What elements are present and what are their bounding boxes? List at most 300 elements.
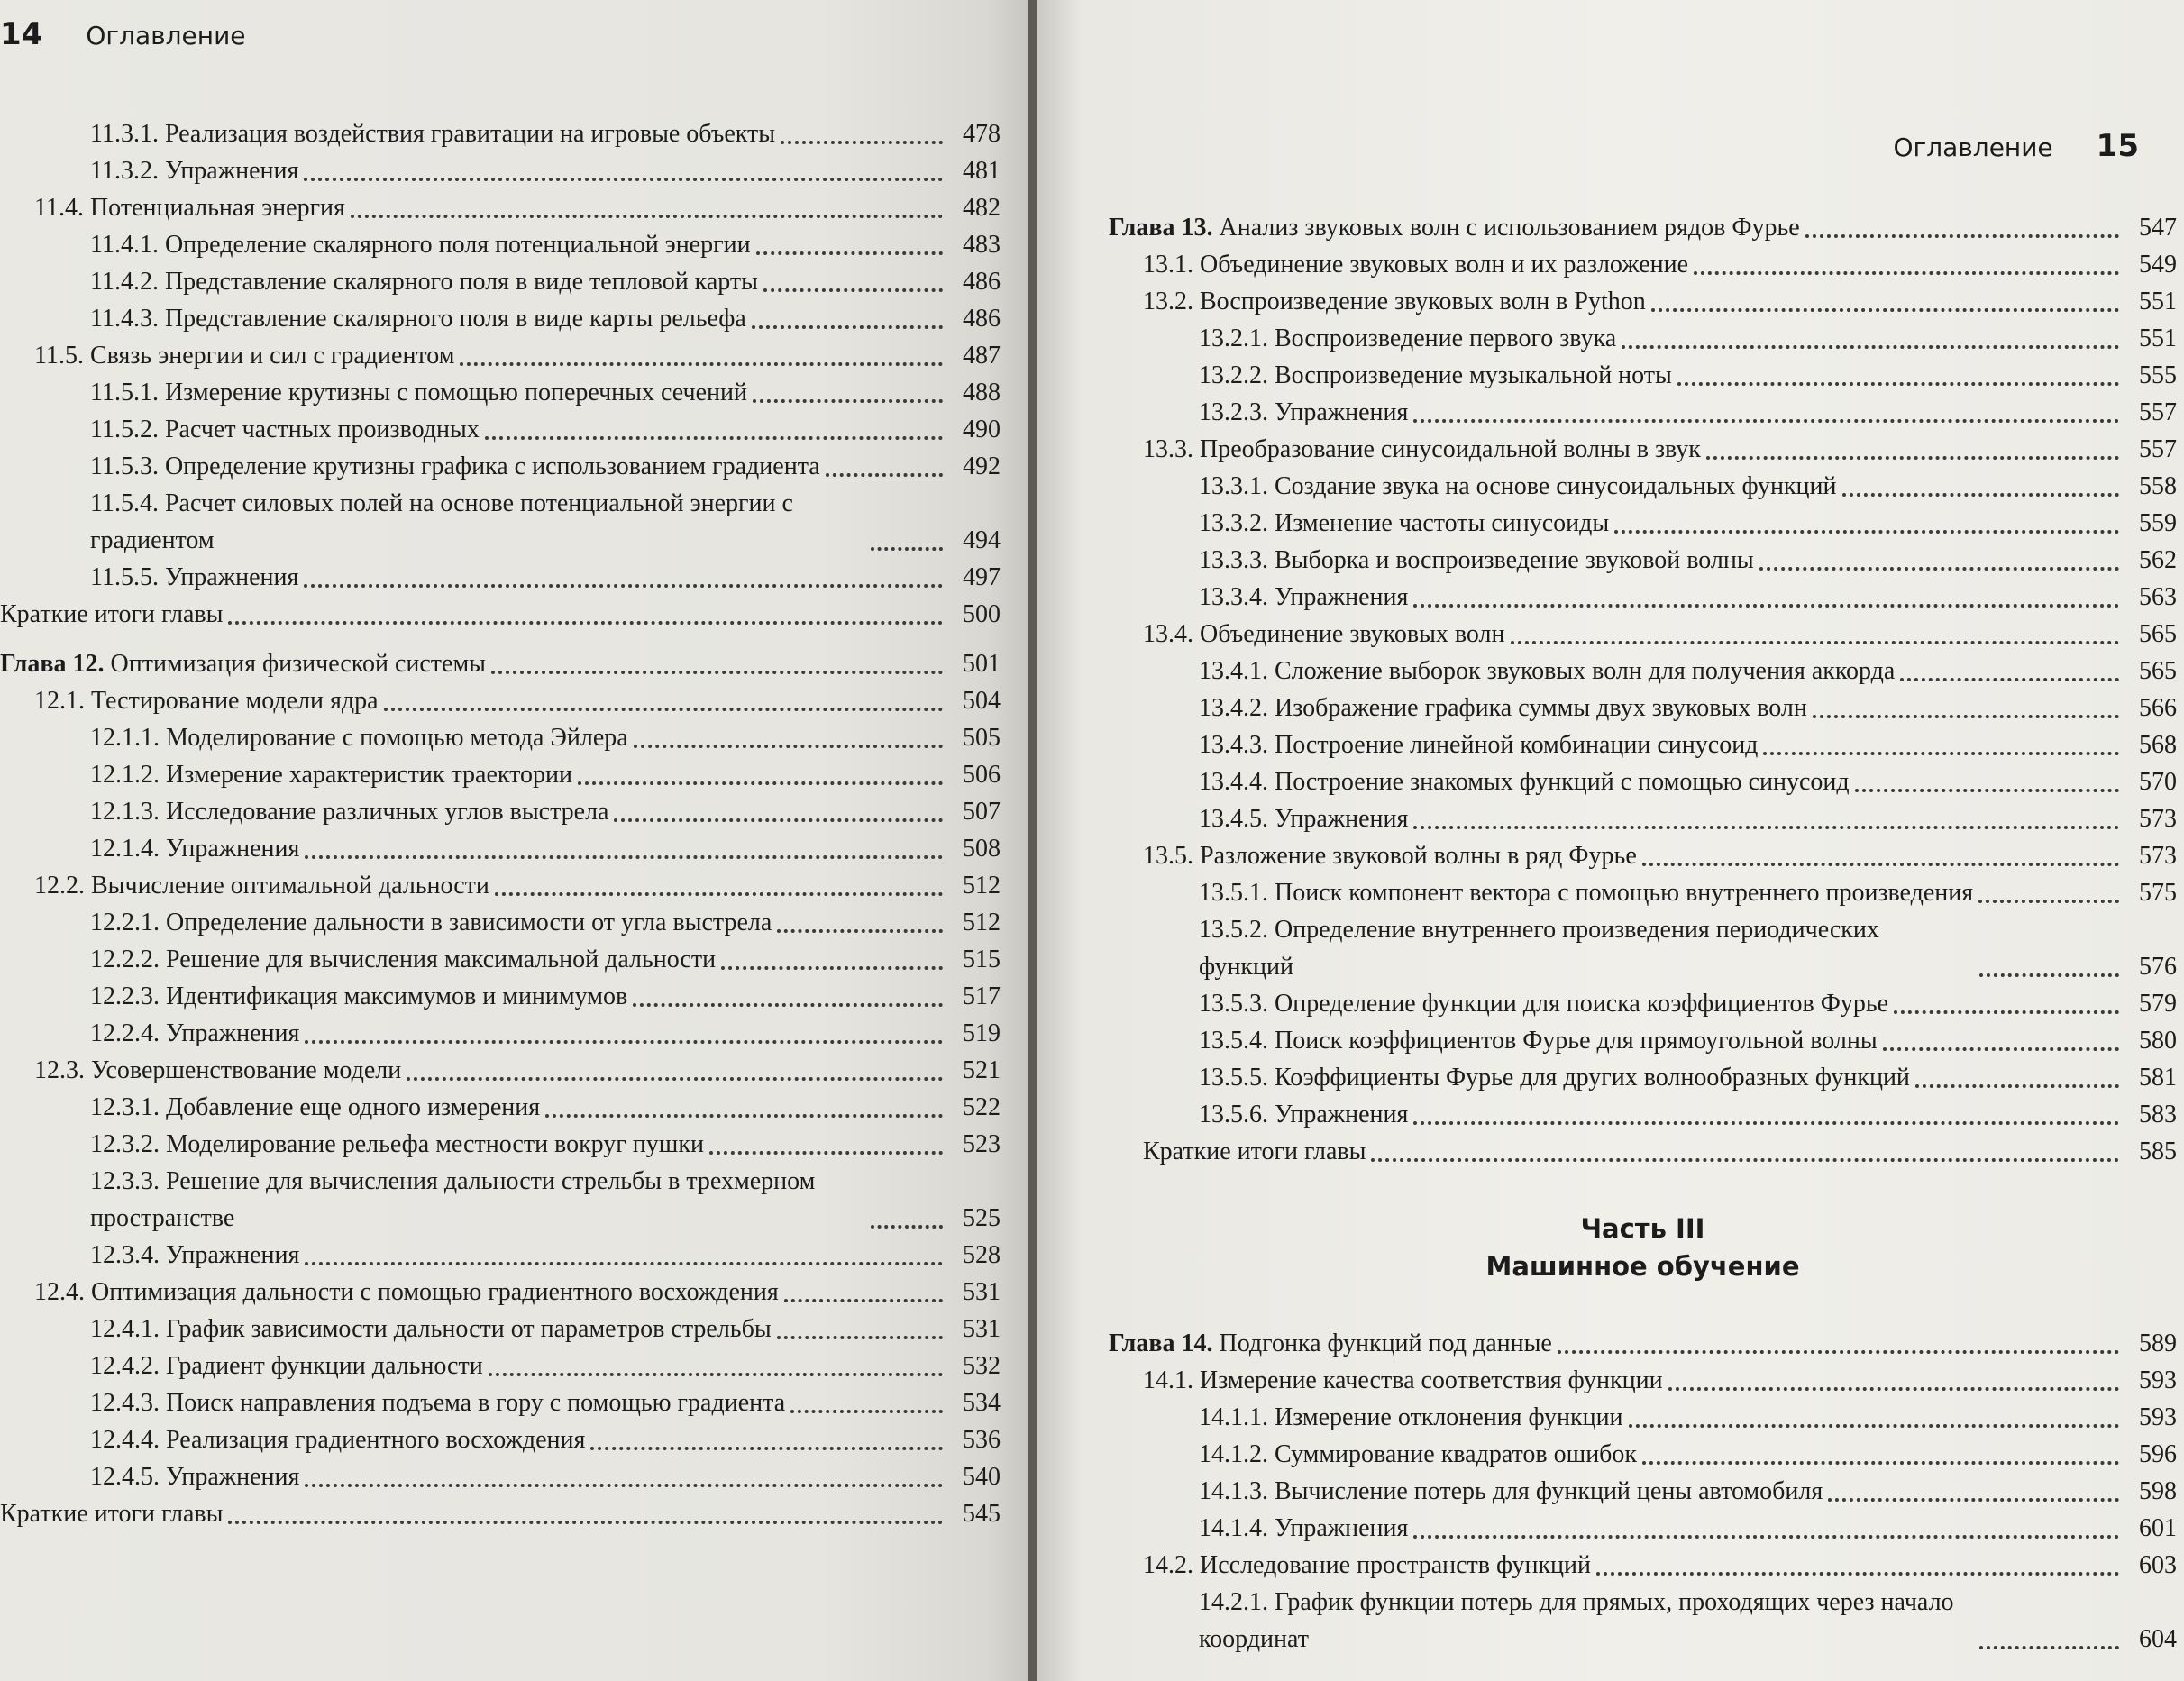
page-ref: 531 — [963, 1315, 1001, 1343]
page-ref: 562 — [2139, 546, 2177, 574]
page-ref: 525 — [963, 1204, 1001, 1232]
page-ref: 492 — [963, 452, 1001, 480]
page-ref: 517 — [963, 982, 1001, 1010]
leader-dots — [614, 818, 943, 822]
entry-title: 12.1.2. Измерение характеристик траектории — [90, 761, 572, 789]
toc-entry — [0, 1384, 1001, 1421]
page-ref: 601 — [2139, 1514, 2177, 1542]
page-ref: 551 — [2139, 288, 2177, 315]
toc-entry-text — [34, 1274, 779, 1311]
toc-entry — [0, 596, 1001, 633]
page-ref: 528 — [963, 1241, 1001, 1269]
page-ref: 515 — [963, 946, 1001, 973]
page-ref: 566 — [2139, 694, 2177, 722]
toc-entry-text — [90, 448, 820, 485]
page-ref: 504 — [963, 687, 1001, 715]
leader-dots — [407, 1077, 943, 1081]
toc-entry-text — [1199, 1059, 1910, 1096]
toc-entry — [1109, 653, 2177, 690]
entry-title: 14.2. Исследование пространств функций — [1143, 1551, 1591, 1579]
toc-entry — [0, 374, 1001, 411]
toc-entry-text — [1199, 653, 1895, 690]
toc-entry-text — [90, 411, 480, 448]
entry-title: 14.1.1. Измерение отклонения функции — [1199, 1403, 1623, 1431]
toc-entry-text — [1109, 209, 1800, 246]
leader-dots — [304, 178, 943, 181]
leader-dots — [1855, 789, 2119, 792]
page-number: 15 — [2096, 128, 2139, 164]
page-ref: 573 — [2139, 805, 2177, 833]
page-ref: 486 — [963, 268, 1001, 296]
page-ref: 532 — [963, 1352, 1001, 1380]
toc-entry — [1109, 394, 2177, 431]
leader-dots — [763, 288, 943, 292]
toc-entry-text — [1199, 726, 1758, 763]
entry-title: 13.5. Разложение звуковой волны в ряд Фурье — [1143, 842, 1637, 870]
toc-entry — [0, 189, 1001, 226]
entry-title: 12.3.2. Моделирование рельефа местности вокруг пушки — [90, 1130, 704, 1158]
page-ref: 522 — [963, 1093, 1001, 1121]
toc-entry-text — [1199, 542, 1754, 579]
page-ref: 570 — [2139, 768, 2177, 796]
entry-title: 13.3.1. Создание звука на основе синусоидальных функций — [1199, 472, 1837, 500]
entry-title: 12.3.4. Упражнения — [90, 1241, 300, 1269]
entry-title: 12.2. Вычисление оптимальной дальности — [34, 872, 489, 900]
entry-title: 13.4.2. Изображение графика суммы двух звуковых волн — [1199, 694, 1807, 722]
entry-title: 11.5.3. Определение крутизны графика с использованием градиента — [90, 452, 820, 480]
entry-title: 13.5.6. Упражнения — [1199, 1101, 1409, 1128]
toc-entry-text — [1199, 690, 1807, 726]
entry-title: 11.4.2. Представление скалярного поля в виде тепловой карты — [90, 268, 758, 296]
toc-entry-text — [90, 226, 751, 263]
page-ref: 575 — [2139, 879, 2177, 907]
page-ref: 603 — [2139, 1551, 2177, 1579]
leader-dots — [1413, 826, 2119, 829]
leader-dots — [1694, 271, 2119, 275]
page-ref: 604 — [2139, 1625, 2177, 1653]
chapter-label: Глава 12. — [0, 650, 105, 678]
entry-title: 14.1. Измерение качества соответствия функции — [1143, 1366, 1663, 1394]
page-ref: 555 — [2139, 361, 2177, 389]
leader-dots — [1842, 493, 2120, 497]
toc-entry-text — [1199, 1399, 1623, 1436]
page-ref: 596 — [2139, 1440, 2177, 1468]
toc-entry — [0, 448, 1001, 485]
toc-entry-text — [90, 374, 747, 411]
entry-title: 12.3. Усовершенствование модели — [34, 1056, 402, 1084]
leader-dots — [721, 966, 943, 970]
toc-left — [0, 115, 1001, 1532]
toc-entry — [0, 337, 1001, 374]
leader-dots — [384, 708, 943, 711]
entry-title: 11.3.1. Реализация воздействия гравитации на игровые объекты — [90, 120, 776, 148]
toc-entry — [0, 152, 1001, 189]
entry-title: 12.4.5. Упражнения — [90, 1463, 300, 1491]
toc-entry-text — [1143, 837, 1637, 874]
leader-dots — [1978, 900, 2119, 903]
page-ref: 585 — [2139, 1137, 2177, 1165]
entry-title: 12.1.3. Исследование различных углов выстрела — [90, 798, 609, 826]
leader-dots — [1828, 1498, 2119, 1502]
entry-title: 12.4. Оптимизация дальности с помощью градиентного восхождения — [34, 1278, 779, 1306]
leader-dots — [1763, 752, 2119, 755]
toc-entry-text — [1143, 616, 1505, 653]
page-ref: 551 — [2139, 324, 2177, 352]
entry-title: 13.3.2. Изменение частоты синусоиды — [1199, 509, 1610, 537]
toc-entry — [1109, 542, 2177, 579]
part-title: Машинное обучение — [1485, 1251, 1800, 1282]
leader-dots — [790, 1410, 943, 1413]
toc-entry — [0, 1311, 1001, 1348]
page-ref: 481 — [963, 157, 1001, 185]
toc-entry — [1109, 1510, 2177, 1547]
page-ref: 536 — [963, 1426, 1001, 1454]
toc-entry — [0, 1089, 1001, 1126]
toc-entry-text — [90, 904, 772, 941]
toc-entry-text — [0, 596, 223, 633]
toc-entry — [1109, 1133, 2177, 1170]
page-ref: 487 — [963, 342, 1001, 370]
toc-entry-text — [1199, 357, 1672, 394]
toc-entry-text — [34, 1052, 401, 1089]
page-ref: 505 — [963, 724, 1001, 752]
leader-dots — [753, 399, 943, 403]
toc-entry-text — [90, 115, 775, 152]
entry-title: 12.1.4. Упражнения — [90, 835, 300, 863]
leader-dots — [1642, 863, 2119, 866]
toc-entry — [0, 1421, 1001, 1458]
toc-entry-text — [1199, 394, 1408, 431]
entry-title: 11.5.5. Упражнения — [90, 563, 299, 591]
entry-title: 11.5.2. Расчет частных производных — [90, 416, 480, 443]
page-ref: 558 — [2139, 472, 2177, 500]
entry-title: 12.1. Тестирование модели ядра — [34, 687, 379, 715]
toc-entry — [0, 756, 1001, 793]
entry-title: 13.5.4. Поиск коэффициентов Фурье для прямоугольной волны — [1199, 1027, 1878, 1055]
entry-title: 11.4.3. Представление скалярного поля в виде карты рельефа — [90, 305, 746, 333]
toc-entry-text — [1199, 874, 1973, 911]
leader-dots — [305, 855, 943, 859]
toc-entry-text — [34, 867, 489, 904]
leader-dots — [495, 892, 943, 896]
page-ref: 497 — [963, 563, 1001, 591]
leader-dots — [460, 362, 943, 366]
entry-title: 11.4.1. Определение скалярного поля потенциальной энергии — [90, 231, 751, 259]
entry-title: 12.1.1. Моделирование с помощью метода Эйлера — [90, 724, 628, 752]
entry-title: 13.4.4. Построение знакомых функций с помощью синусоид — [1199, 768, 1850, 796]
leader-dots — [351, 215, 943, 218]
leader-dots — [305, 1484, 943, 1487]
page-ref: 565 — [2139, 657, 2177, 685]
toc-entry-text — [1199, 1473, 1823, 1510]
running-title: Оглавление — [86, 21, 246, 50]
page-ref: 500 — [963, 600, 1001, 628]
page-ref: 501 — [963, 650, 1001, 678]
toc-entry-text — [1199, 985, 1888, 1022]
page-ref: 521 — [963, 1056, 1001, 1084]
entry-title: 13.3.4. Упражнения — [1199, 583, 1409, 611]
page-ref: 593 — [2139, 1403, 2177, 1431]
entry-title: 13.5.2. Определение внутреннего произведения периодических функций — [1199, 916, 1879, 981]
toc-entry — [1109, 283, 2177, 320]
page-ref: 573 — [2139, 842, 2177, 870]
entry-title: 11.5.4. Расчет силовых полей на основе потенциальной энергии с градиентом — [90, 489, 793, 554]
toc-entry — [1109, 1473, 2177, 1510]
toc-entry — [1109, 1096, 2177, 1133]
toc-entry — [0, 1348, 1001, 1384]
toc-entry — [0, 226, 1001, 263]
leader-dots — [871, 1225, 943, 1229]
entry-title: 13.2.3. Упражнения — [1199, 398, 1409, 426]
page-ref: 490 — [963, 416, 1001, 443]
toc-entry — [1109, 1059, 2177, 1096]
page-ref: 506 — [963, 761, 1001, 789]
toc-entry — [0, 1126, 1001, 1163]
toc-entry-text — [90, 756, 572, 793]
toc-entry — [1109, 505, 2177, 542]
toc-entry — [0, 263, 1001, 300]
toc-entry-text — [1109, 1325, 1552, 1362]
leader-dots — [1413, 419, 2119, 423]
page-ref: 557 — [2139, 398, 2177, 426]
toc-entry — [0, 1495, 1001, 1532]
toc-entry-text — [1143, 1133, 1366, 1170]
leader-dots — [1614, 530, 2119, 534]
page-ref: 531 — [963, 1278, 1001, 1306]
entry-title: 13.1. Объединение звуковых волн и их разложение — [1143, 251, 1689, 279]
leader-dots — [1622, 345, 2119, 349]
toc-entry-text — [90, 1015, 299, 1052]
entry-title: 14.1.3. Вычисление потерь для функций цены автомобиля — [1199, 1477, 1823, 1505]
entry-title: Краткие итоги главы — [1143, 1137, 1366, 1165]
entry-title: 12.3.3. Решение для вычисления дальности стрельбы в трехмерном пространстве — [90, 1167, 816, 1232]
toc-entry — [0, 1237, 1001, 1274]
page-ref: 549 — [2139, 251, 2177, 279]
toc-entry-text — [34, 337, 454, 374]
entry-title: 12.2.2. Решение для вычисления максимальной дальности — [90, 946, 717, 973]
page-ref: 559 — [2139, 509, 2177, 537]
leader-dots — [752, 325, 943, 329]
page-ref: 486 — [963, 305, 1001, 333]
leader-dots — [633, 1003, 943, 1007]
toc-entry — [1109, 246, 2177, 283]
page-ref: 565 — [2139, 620, 2177, 648]
entry-title: Краткие итоги главы — [0, 1500, 224, 1528]
entry-title: 12.3.1. Добавление еще одного измерения — [90, 1093, 541, 1121]
toc-entry — [1109, 837, 2177, 874]
toc-entry-text — [90, 485, 865, 559]
leader-dots — [1677, 382, 2119, 386]
entry-title: Подгонка функций под данные — [1219, 1329, 1552, 1357]
entry-title: Оптимизация физической системы — [110, 650, 486, 678]
toc-entry — [1109, 1547, 2177, 1584]
page-ref: 512 — [963, 872, 1001, 900]
toc-entry — [1109, 726, 2177, 763]
leader-dots — [1759, 567, 2119, 571]
leader-dots — [491, 671, 943, 674]
toc-entry — [0, 941, 1001, 978]
toc-entry — [0, 719, 1001, 756]
toc-entry — [1109, 800, 2177, 837]
leader-dots — [1900, 678, 2119, 681]
toc-entry — [1109, 1436, 2177, 1473]
toc-entry-text — [1199, 468, 1837, 505]
toc-entry — [1109, 763, 2177, 800]
page-ref: 488 — [963, 379, 1001, 407]
toc-entry-text — [1143, 283, 1646, 320]
toc-chapter-entry — [0, 645, 1001, 682]
leader-dots — [871, 547, 943, 551]
page-ref: 508 — [963, 835, 1001, 863]
toc-entry-text — [1143, 1547, 1591, 1584]
leader-dots — [305, 1040, 943, 1044]
toc-entry-text — [90, 793, 608, 830]
toc-entry — [0, 978, 1001, 1015]
toc-right — [1109, 196, 2177, 1658]
entry-title: 11.5.1. Измерение крутизны с помощью поперечных сечений — [90, 379, 747, 407]
page-ref: 507 — [963, 798, 1001, 826]
toc-chapter-entry — [1109, 209, 2177, 246]
toc-entry — [0, 115, 1001, 152]
entry-title: 13.4.5. Упражнения — [1199, 805, 1409, 833]
entry-title: 13.4.3. Построение линейной комбинации синусоид — [1199, 731, 1759, 759]
toc-entry-text — [1199, 1096, 1408, 1133]
page-ref: 568 — [2139, 731, 2177, 759]
entry-title: 13.5.5. Коэффициенты Фурье для других волнообразных функций — [1199, 1064, 1910, 1092]
toc-entry — [1109, 874, 2177, 911]
entry-title: 12.2.3. Идентификация максимумов и минимумов — [90, 982, 628, 1010]
entry-title: 13.2.2. Воспроизведение музыкальной ноты — [1199, 361, 1672, 389]
entry-title: 12.2.1. Определение дальности в зависимости от угла выстрела — [90, 909, 772, 936]
toc-entry-text — [34, 189, 345, 226]
page-ref: 589 — [2139, 1329, 2177, 1357]
page-ref: 563 — [2139, 583, 2177, 611]
toc-entry — [0, 793, 1001, 830]
toc-entry-text — [1199, 320, 1616, 357]
entry-title: 14.1.2. Суммирование квадратов ошибок — [1199, 1440, 1638, 1468]
page-ref: 576 — [2139, 953, 2177, 981]
page-ref: 540 — [963, 1463, 1001, 1491]
toc-entry-text — [0, 645, 486, 682]
leader-dots — [1558, 1350, 2119, 1354]
toc-entry — [1109, 1584, 2177, 1658]
leader-dots — [1706, 456, 2119, 460]
page-number: 14 — [0, 16, 43, 52]
toc-entry-text — [0, 1495, 223, 1532]
toc-entry-text — [90, 300, 746, 337]
toc-entry-text — [90, 941, 716, 978]
leader-dots — [1894, 1010, 2119, 1014]
chapter-label: Глава 13. — [1109, 214, 1213, 242]
entry-title: 11.4. Потенциальная энергия — [34, 194, 345, 222]
leader-dots — [1629, 1424, 2119, 1428]
toc-entry — [0, 904, 1001, 941]
entry-title: 14.1.4. Упражнения — [1199, 1514, 1409, 1542]
toc-entry-text — [90, 1311, 772, 1348]
leader-dots — [590, 1447, 943, 1450]
leader-dots — [1979, 973, 2119, 977]
page-ref: 483 — [963, 231, 1001, 259]
toc-entry-text — [90, 978, 627, 1015]
toc-entry-text — [1143, 246, 1688, 283]
entry-title: 12.4.2. Градиент функции дальности — [90, 1352, 483, 1380]
toc-entry-text — [90, 1384, 785, 1421]
toc-entry — [0, 1052, 1001, 1089]
toc-entry-text — [90, 152, 298, 189]
leader-dots — [1813, 715, 2119, 718]
entry-title: 13.3. Преобразование синусоидальной волны в звук — [1143, 435, 1701, 463]
toc-entry — [1109, 468, 2177, 505]
page-ref: 523 — [963, 1130, 1001, 1158]
toc-entry-text — [90, 1348, 483, 1384]
page-ref: 581 — [2139, 1064, 2177, 1092]
toc-entry-text — [90, 1126, 704, 1163]
chapter-label: Глава 14. — [1109, 1329, 1213, 1357]
toc-entry-text — [1199, 1022, 1878, 1059]
part-heading — [1109, 1210, 2177, 1285]
leader-dots — [304, 584, 943, 588]
toc-entry — [1109, 431, 2177, 468]
leader-dots — [1413, 1121, 2119, 1125]
leader-dots — [777, 1336, 943, 1339]
entry-title: 12.4.4. Реализация градиентного восхождения — [90, 1426, 586, 1454]
toc-entry-text — [1199, 579, 1408, 616]
entry-title: 13.5.1. Поиск компонент вектора с помощью внутреннего произведения — [1199, 879, 1974, 907]
toc-entry — [1109, 1022, 2177, 1059]
leader-dots — [1413, 1535, 2119, 1539]
leader-dots — [777, 929, 943, 933]
toc-entry — [0, 830, 1001, 867]
page-ref: 512 — [963, 909, 1001, 936]
toc-entry — [0, 485, 1001, 559]
page-ref: 534 — [963, 1389, 1001, 1417]
toc-entry — [1109, 579, 2177, 616]
entry-title: 13.2. Воспроизведение звуковых волн в Python — [1143, 288, 1646, 315]
leader-dots — [1668, 1387, 2119, 1391]
leader-dots — [1915, 1084, 2119, 1088]
page-ref: 557 — [2139, 435, 2177, 463]
entry-title: 11.3.2. Упражнения — [90, 157, 299, 185]
page-ref: 482 — [963, 194, 1001, 222]
leader-dots — [489, 1373, 943, 1376]
toc-entry-text — [90, 263, 758, 300]
toc-entry-text — [1143, 431, 1701, 468]
toc-right-chapter14 — [1109, 1325, 2177, 1658]
page-ref: 547 — [2139, 214, 2177, 242]
leader-dots — [228, 1521, 943, 1524]
leader-dots — [545, 1114, 943, 1118]
page-ref: 580 — [2139, 1027, 2177, 1055]
toc-entry-text — [90, 1163, 865, 1237]
leader-dots — [1511, 641, 2119, 644]
toc-entry — [1109, 690, 2177, 726]
toc-entry-text — [1199, 1584, 1974, 1658]
left-running-head — [0, 16, 246, 52]
page-ref: 593 — [2139, 1366, 2177, 1394]
entry-title: 13.2.1. Воспроизведение первого звука — [1199, 324, 1617, 352]
page-ref: 545 — [963, 1500, 1001, 1528]
toc-entry — [0, 1015, 1001, 1052]
left-page — [0, 0, 1028, 1681]
toc-entry — [1109, 985, 2177, 1022]
toc-entry — [1109, 616, 2177, 653]
page-ref: 519 — [963, 1019, 1001, 1047]
toc-entry-text — [1199, 911, 1974, 985]
entry-title: 13.3.3. Выборка и воспроизведение звуковой волны — [1199, 546, 1754, 574]
toc-entry-text — [90, 1421, 585, 1458]
toc-entry — [0, 682, 1001, 719]
toc-entry — [0, 300, 1001, 337]
